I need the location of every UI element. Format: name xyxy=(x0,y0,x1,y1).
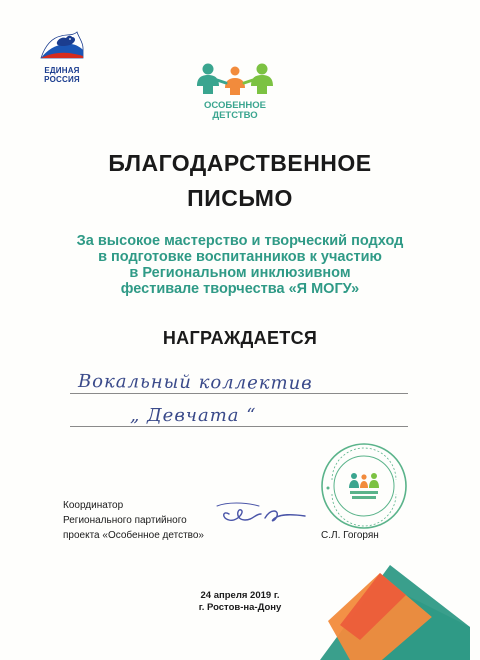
party-name-line2: РОССИЯ xyxy=(44,75,80,84)
children-figures-icon xyxy=(195,62,275,96)
awarded-heading: НАГРАЖДАЕТСЯ xyxy=(162,328,318,348)
party-name-line1: ЕДИНАЯ xyxy=(44,66,80,75)
issue-place: г. Ростов-на-Дону xyxy=(198,602,282,613)
project-logo xyxy=(190,62,280,121)
handwritten-signature xyxy=(215,500,310,532)
issue-date: 24 апреля 2019 г. xyxy=(200,590,280,601)
reason-line: в Региональном инклюзивном xyxy=(129,265,351,281)
round-stamp xyxy=(318,440,410,532)
recipient-line2: „ Девчата “ xyxy=(130,405,257,426)
signatory-name: С.Л. Гогорян xyxy=(321,530,379,541)
bear-flag-icon xyxy=(37,28,87,66)
signatory-role-line: Регионального партийного xyxy=(63,515,187,526)
reason-line: За высокое мастерство и творческий подход xyxy=(76,233,404,249)
project-name-line1: ОСОБЕННОЕ xyxy=(203,100,266,111)
document-title-line2: ПИСЬМО xyxy=(187,185,293,211)
party-logo xyxy=(34,28,90,84)
signatory-role-line: Координатор xyxy=(63,500,124,511)
award-reason xyxy=(40,233,440,297)
decorative-corner-shape xyxy=(320,555,480,660)
signatory-role xyxy=(63,498,204,543)
signatory-role-line: проекта «Особенное детство» xyxy=(63,530,204,541)
reason-line: в подготовке воспитанников к участию xyxy=(98,249,382,265)
recipient-line1: Вокальный коллектив xyxy=(77,370,313,395)
project-name-line2: ДЕТСТВО xyxy=(212,110,258,121)
document-title-line1: БЛАГОДАРСТВЕННОЕ xyxy=(108,150,372,176)
recipient-underline xyxy=(70,426,408,427)
recipient-underline xyxy=(70,393,408,394)
reason-line: фестивале творчества «Я МОГУ» xyxy=(120,281,360,297)
